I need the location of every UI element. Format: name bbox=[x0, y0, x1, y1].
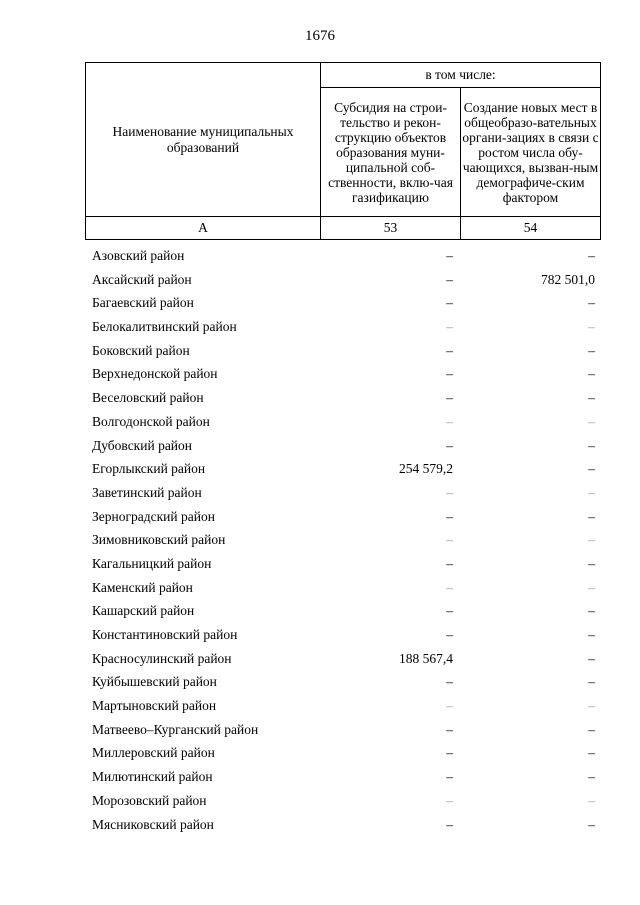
row-value-54: – bbox=[588, 603, 595, 619]
row-value-54: – bbox=[588, 532, 595, 548]
row-name: Зимовниковский район bbox=[92, 532, 226, 548]
row-value-53: – bbox=[446, 508, 453, 524]
row-value-53: – bbox=[446, 271, 453, 287]
row-name: Дубовский район bbox=[92, 437, 193, 453]
row-value-54: – bbox=[588, 674, 595, 690]
row-name: Мартыновский район bbox=[92, 698, 217, 714]
row-value-54: – bbox=[588, 698, 595, 714]
row-value-54: – bbox=[588, 390, 595, 406]
row-value-53: – bbox=[446, 792, 453, 808]
table-row bbox=[92, 268, 597, 292]
row-name: Красносулинский район bbox=[92, 650, 232, 666]
row-value-53: – bbox=[446, 319, 453, 335]
row-value-54: – bbox=[588, 816, 595, 832]
row-name: Миллеровский район bbox=[92, 745, 215, 761]
row-value-54: – bbox=[588, 484, 595, 500]
row-value-53: – bbox=[446, 579, 453, 595]
table-row bbox=[92, 765, 597, 789]
header-index-53: 53 bbox=[321, 217, 461, 240]
table-row bbox=[92, 410, 597, 434]
row-value-53: – bbox=[446, 698, 453, 714]
row-value-53: – bbox=[446, 390, 453, 406]
row-name: Милютинский район bbox=[92, 769, 213, 785]
row-value-54: – bbox=[588, 437, 595, 453]
table-row bbox=[92, 718, 597, 742]
row-value-53: – bbox=[446, 555, 453, 571]
row-value-54: – bbox=[588, 461, 595, 477]
table-row bbox=[92, 481, 597, 505]
row-name: Матвеево–Курганский район bbox=[92, 721, 259, 737]
table-row bbox=[92, 694, 597, 718]
row-name: Зерноградский район bbox=[92, 508, 215, 524]
row-value-53: – bbox=[446, 413, 453, 429]
table-row bbox=[92, 670, 597, 694]
table-row bbox=[92, 386, 597, 410]
row-name: Боковский район bbox=[92, 342, 190, 358]
row-value-54: – bbox=[588, 627, 595, 642]
row-value-53: 254 579,2 bbox=[399, 461, 453, 477]
row-value-53: – bbox=[446, 816, 453, 832]
table-row bbox=[92, 528, 597, 552]
row-value-54: – bbox=[588, 342, 595, 358]
row-name: Белокалитвинский район bbox=[92, 319, 237, 335]
table-row bbox=[92, 599, 597, 623]
row-name: Азовский район bbox=[92, 248, 185, 263]
row-name: Куйбышевский район bbox=[92, 674, 217, 690]
table-row bbox=[92, 813, 597, 837]
row-value-53: – bbox=[446, 437, 453, 453]
row-name: Кашарский район bbox=[92, 603, 195, 619]
row-value-54: – bbox=[588, 579, 595, 595]
table-row bbox=[92, 362, 597, 386]
row-value-53: 188 567,4 bbox=[399, 650, 453, 666]
row-name: Кагальницкий район bbox=[92, 555, 212, 571]
row-value-53: – bbox=[446, 295, 453, 311]
row-name: Веселовский район bbox=[92, 390, 204, 406]
table-row bbox=[92, 291, 597, 315]
row-value-54: – bbox=[588, 721, 595, 737]
row-name: Егорлыкский район bbox=[92, 461, 206, 477]
header-index-name: А bbox=[86, 217, 321, 240]
row-value-54: – bbox=[588, 366, 595, 382]
row-value-53: – bbox=[446, 366, 453, 382]
table-body bbox=[92, 244, 597, 836]
header-index-54: 54 bbox=[461, 217, 601, 240]
table-row bbox=[92, 434, 597, 458]
row-name: Аксайский район bbox=[92, 271, 192, 287]
table-row bbox=[92, 623, 597, 647]
page-number: 1676 bbox=[305, 28, 335, 44]
table-row bbox=[92, 505, 597, 529]
table-row bbox=[92, 315, 597, 339]
header-col-54: Создание новых мест в общеобразо-вательных органи-зациях в связи с ростом числа обу-чающихся, вызван-ным демографиче-ским фактором bbox=[461, 88, 601, 217]
row-value-54: – bbox=[588, 792, 595, 808]
row-value-53: – bbox=[446, 532, 453, 548]
row-value-54: – bbox=[588, 650, 595, 666]
row-value-53: – bbox=[446, 745, 453, 761]
header-col-53: Субсидия на строи-тельство и рекон-струкцию объектов образования муни-ципальной соб-ственности, вклю-чая газификацию bbox=[321, 88, 461, 217]
row-value-53: – bbox=[446, 627, 453, 642]
row-name: Заветинский район bbox=[92, 484, 202, 500]
row-name: Морозовский район bbox=[92, 792, 207, 808]
table-row bbox=[92, 741, 597, 765]
table-row bbox=[92, 576, 597, 600]
row-name: Багаевский район bbox=[92, 295, 194, 311]
row-value-53: – bbox=[446, 603, 453, 619]
table-row bbox=[92, 789, 597, 813]
table-row bbox=[92, 244, 597, 268]
row-name: Константиновский район bbox=[92, 627, 238, 642]
row-value-53: – bbox=[446, 484, 453, 500]
row-value-54: – bbox=[588, 745, 595, 761]
row-value-54: – bbox=[588, 319, 595, 335]
table-row bbox=[92, 339, 597, 363]
row-value-54: – bbox=[588, 248, 595, 263]
row-name: Волгодонской район bbox=[92, 413, 210, 429]
row-value-53: – bbox=[446, 342, 453, 358]
table-header bbox=[85, 62, 601, 240]
row-value-54: – bbox=[588, 555, 595, 571]
row-name: Каменский район bbox=[92, 579, 193, 595]
row-value-53: – bbox=[446, 769, 453, 785]
row-value-53: – bbox=[446, 721, 453, 737]
row-value-54: – bbox=[588, 295, 595, 311]
row-value-53: – bbox=[446, 248, 453, 263]
row-value-53: – bbox=[446, 674, 453, 690]
header-group: в том числе: bbox=[321, 63, 601, 88]
table-row bbox=[92, 457, 597, 481]
table-row bbox=[92, 552, 597, 576]
row-value-54: 782 501,0 bbox=[541, 271, 595, 287]
row-value-54: – bbox=[588, 508, 595, 524]
table-row bbox=[92, 647, 597, 671]
row-name: Мясниковский район bbox=[92, 816, 214, 832]
row-value-54: – bbox=[588, 413, 595, 429]
row-name: Верхнедонской район bbox=[92, 366, 218, 382]
header-name-column: Наименование муниципальных образований bbox=[86, 63, 321, 217]
row-value-54: – bbox=[588, 769, 595, 785]
